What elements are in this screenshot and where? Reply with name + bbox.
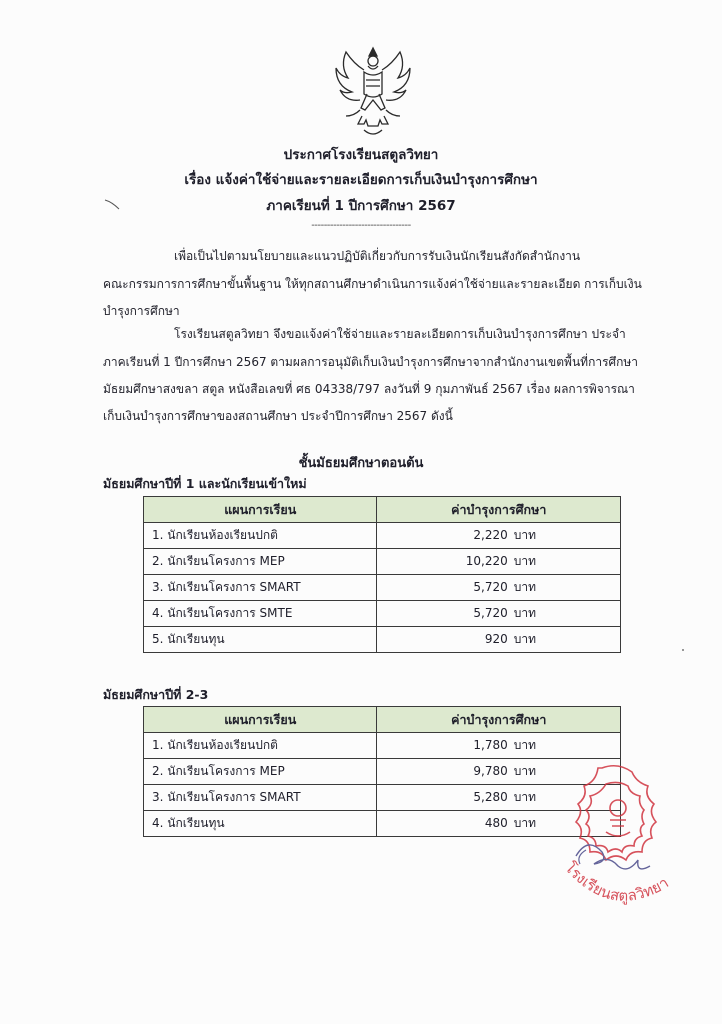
paragraph-2-line-3: มัธยมศึกษาสงขลา สตูล หนังสือเลขที่ ศธ 04338/797 ลงวันที่ 9 กุมภาพันธ์ 2567 เรื่อง ผลการพิจารณา <box>103 382 635 396</box>
fee-table-grade-2-3 <box>143 706 621 837</box>
group-2-title: มัธยมศึกษาปีที่ 2-3 <box>103 687 209 702</box>
fee-amount: 9,780 <box>473 764 508 778</box>
plan-cell: 1. นักเรียนห้องเรียนปกติ <box>144 523 377 549</box>
table-header-row <box>144 497 621 523</box>
table-row <box>144 575 621 601</box>
table-row <box>144 733 621 759</box>
table-row <box>144 523 621 549</box>
plan-cell: 3. นักเรียนโครงการ SMART <box>144 785 377 811</box>
table-row <box>144 811 621 837</box>
table-row <box>144 601 621 627</box>
fee-amount: 5,720 <box>473 580 508 594</box>
fee-unit: บาท <box>513 528 536 542</box>
fee-unit: บาท <box>513 816 536 830</box>
paragraph-1-line-2: คณะกรรมการการศึกษาขั้นพื้นฐาน ให้ทุกสถานศึกษาดำเนินการแจ้งค่าใช้จ่ายและรายละเอียด การเก็บเงิน <box>103 277 642 291</box>
plan-cell: 5. นักเรียนทุน <box>144 627 377 653</box>
plan-cell: 4. นักเรียนโครงการ SMTE <box>144 601 377 627</box>
fee-amount: 5,720 <box>473 606 508 620</box>
fee-amount: 5,280 <box>473 790 508 804</box>
fee-amount: 2,220 <box>473 528 508 542</box>
fee-cell <box>377 733 621 759</box>
announcement-term: ภาคเรียนที่ 1 ปีการศึกษา 2567 <box>266 198 456 214</box>
announcement-subject: เรื่อง แจ้งค่าใช้จ่ายและรายละเอียดการเก็บเงินบำรุงการศึกษา <box>184 172 538 188</box>
table-row <box>144 785 621 811</box>
fee-unit: บาท <box>513 580 536 594</box>
fee-unit: บาท <box>513 554 536 568</box>
plan-cell: 4. นักเรียนทุน <box>144 811 377 837</box>
fee-cell <box>377 575 621 601</box>
group-1-title: มัธยมศึกษาปีที่ 1 และนักเรียนเข้าใหม่ <box>103 476 307 491</box>
fee-amount: 920 <box>484 632 508 646</box>
fee-cell <box>377 601 621 627</box>
header-plan: แผนการเรียน <box>144 707 377 733</box>
table-row <box>144 759 621 785</box>
fee-unit: บาท <box>513 632 536 646</box>
school-seal-stamp-icon <box>556 760 686 930</box>
fee-amount: 10,220 <box>465 554 508 568</box>
table-row <box>144 627 621 653</box>
fee-unit: บาท <box>513 606 536 620</box>
svg-text:โรงเรียนสตูลวิทยา <box>561 859 672 905</box>
fee-unit: บาท <box>513 790 536 804</box>
fee-amount: 1,780 <box>473 738 508 752</box>
paragraph-2-line-4: เก็บเงินบำรุงการศึกษาของสถานศึกษา ประจำปีการศึกษา 2567 ดังนี้ <box>103 409 453 423</box>
fee-cell <box>377 549 621 575</box>
fee-unit: บาท <box>513 738 536 752</box>
table-row <box>144 549 621 575</box>
header-fee: ค่าบำรุงการศึกษา <box>377 707 621 733</box>
paragraph-2-line-2: ภาคเรียนที่ 1 ปีการศึกษา 2567 ตามผลการอนุมัติเก็บเงินบำรุงการศึกษาจากสำนักงานเขตพื้นที่การศึกษา <box>103 355 639 369</box>
fee-unit: บาท <box>513 764 536 778</box>
garuda-emblem-icon <box>334 44 412 140</box>
fee-table-grade-1 <box>143 496 621 653</box>
header-divider: -------------------------------- <box>311 220 411 231</box>
plan-cell: 2. นักเรียนโครงการ MEP <box>144 759 377 785</box>
fee-cell <box>377 523 621 549</box>
paragraph-2-line-1: โรงเรียนสตูลวิทยา จึงขอแจ้งค่าใช้จ่ายและรายละเอียดการเก็บเงินบำรุงการศึกษา ประจำ <box>174 327 626 341</box>
fee-cell <box>377 627 621 653</box>
table-header-row <box>144 707 621 733</box>
paragraph-1-line-1: เพื่อเป็นไปตามนโยบายและแนวปฏิบัติเกี่ยวกับการรับเงินนักเรียนสังกัดสำนักงาน <box>174 249 581 263</box>
announcement-title: ประกาศโรงเรียนสตูลวิทยา <box>283 147 439 163</box>
seal-text: โรงเรียนสตูลวิทยา <box>561 858 672 905</box>
plan-cell: 1. นักเรียนห้องเรียนปกติ <box>144 733 377 759</box>
section-title: ชั้นมัธยมศึกษาตอนต้น <box>298 456 424 471</box>
scan-speck <box>682 649 684 651</box>
paragraph-1-line-3: บำรุงการศึกษา <box>103 304 180 318</box>
plan-cell: 3. นักเรียนโครงการ SMART <box>144 575 377 601</box>
plan-cell: 2. นักเรียนโครงการ MEP <box>144 549 377 575</box>
header-plan: แผนการเรียน <box>144 497 377 523</box>
header-fee: ค่าบำรุงการศึกษา <box>377 497 621 523</box>
fee-amount: 480 <box>484 816 508 830</box>
